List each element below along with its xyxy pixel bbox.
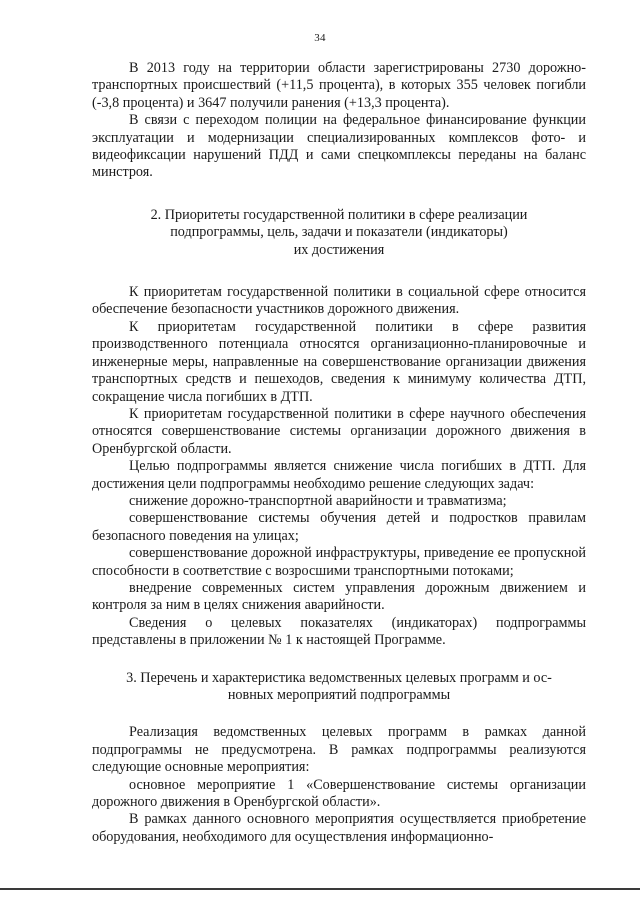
list-item: совершенствование дорожной инфраструктуры, приведение ее пропускной способности в соответствие с возросшими транспортными потоками; bbox=[92, 545, 586, 579]
paragraph: Сведения о целевых показателях (индикаторах) подпрограммы представлены в приложении № 1 к настоящей Программе. bbox=[92, 614, 586, 649]
list-item: совершенствование системы обучения детей и подростков правилам безопасного поведения на улицах; bbox=[92, 510, 586, 544]
heading-line: 3. Перечень и характеристика ведомственных целевых программ и ос- bbox=[126, 669, 552, 686]
paragraph: В рамках данного основного мероприятия осуществляется приобретение оборудования, необходимого для осуществления информационно- bbox=[92, 811, 586, 845]
heading-line: подпрограммы, цель, задачи и показатели (индикаторы) bbox=[170, 224, 508, 241]
document-body bbox=[92, 60, 586, 846]
list-item: снижение дорожно-транспортной аварийности и травматизма; bbox=[129, 492, 507, 509]
paragraph: В связи с переходом полиции на федеральное финансирование функции эксплуатации и модернизации специализированных комплексов фото- и видеофиксации нарушений ПДД и сами спецкомплексы переданы на баланс минстроя. bbox=[92, 112, 586, 181]
paragraph: К приоритетам государственной политики в сфере развития производственного потенциала относятся организационно-планировочные и инженерные меры, направленные на совершенствование организации движения транспортных средств и пешеходов, сведения к минимуму количества ДТП, сокращение числа погибших в ДТП. bbox=[92, 318, 586, 405]
paragraph: К приоритетам государственной политики в сфере научного обеспечения относятся совершенствование системы организации дорожного движения в Оренбургской области. bbox=[92, 405, 586, 457]
section-heading-3 bbox=[92, 670, 586, 705]
paragraph: В 2013 году на территории области зарегистрированы 2730 дорожно-транспортных происшествий (+11,5 процента), в которых 355 человек погибли (-3,8 процента) и 3647 получили ранения (+13,3 процента). bbox=[92, 60, 586, 111]
heading-line: 2. Приоритеты государственной политики в сфере реализации bbox=[150, 206, 528, 223]
section-heading-2 bbox=[92, 207, 586, 259]
heading-line: их достижения bbox=[293, 241, 385, 258]
paragraph: основное мероприятие 1 «Совершенствование системы организации дорожного движения в Оренбургской области». bbox=[92, 776, 586, 811]
paragraph: Реализация ведомственных целевых программ в рамках данной подпрограммы не предусмотрена. В рамках подпрограммы реализуются следующие основные мероприятия: bbox=[92, 724, 586, 776]
heading-line: новных мероприятий подпрограммы bbox=[227, 687, 451, 703]
paragraph: К приоритетам государственной политики в социальной сфере относится обеспечение безопасности участников дорожного движения. bbox=[92, 284, 586, 318]
page-bottom-edge bbox=[0, 888, 640, 890]
paragraph: Целью подпрограммы является снижение числа погибших в ДТП. Для достижения цели подпрограммы необходимо решение следующих задач: bbox=[92, 458, 586, 492]
list-item: внедрение современных систем управления дорожным движением и контроля за ним в целях снижения аварийности. bbox=[92, 579, 586, 614]
page-number: 34 bbox=[314, 32, 326, 44]
